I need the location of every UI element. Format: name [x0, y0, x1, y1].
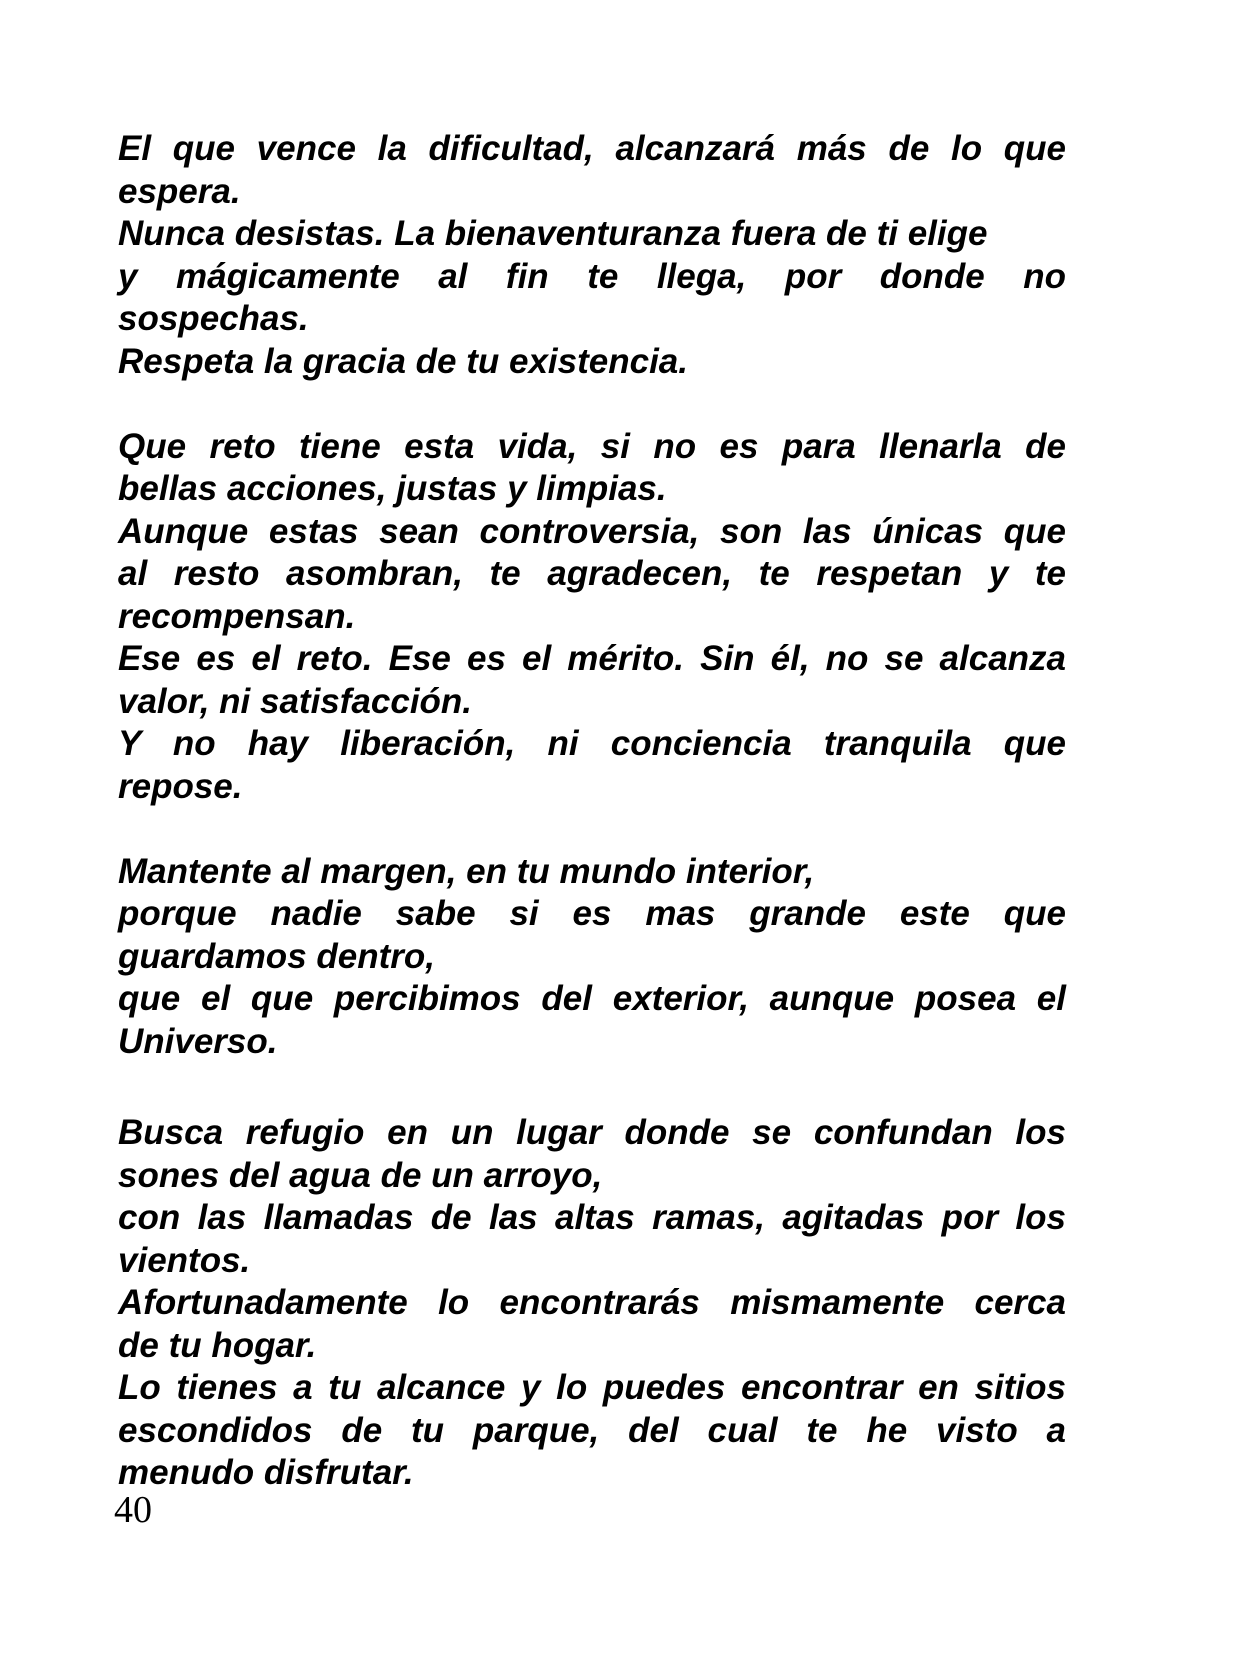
paragraph-gap — [118, 1063, 1066, 1112]
paragraph-gap — [118, 383, 1066, 426]
text-line: Que reto tiene esta vida, si no es para llenarla de — [118, 426, 1066, 466]
text-line: Afortunadamente lo encontrarás mismamente cerca — [118, 1283, 1066, 1322]
paragraph-3 — [118, 851, 1066, 1064]
text-line: sospechas. — [118, 299, 309, 338]
text-line: Y no hay liberación, ni conciencia tranquila que — [118, 724, 1066, 763]
text-line: Mantente al margen, en tu mundo interior, — [118, 851, 815, 891]
text-line: bellas acciones, justas y limpias. — [118, 469, 667, 508]
text-line: guardamos dentro, — [118, 936, 435, 976]
text-line: y mágicamente al fin te llega, por donde no — [118, 256, 1066, 296]
paragraph-1 — [118, 128, 1066, 383]
text-line: Lo tienes a tu alcance y lo puedes encontrar en sitios — [118, 1368, 1066, 1407]
text-line: de tu hogar. — [118, 1325, 317, 1365]
text-line: espera. — [118, 171, 241, 211]
text-line: valor, ni satisfacción. — [118, 681, 473, 721]
text-line: con las llamadas de las altas ramas, agitadas por los — [118, 1198, 1066, 1237]
text-line: que el que percibimos del exterior, aunque posea el — [118, 979, 1066, 1018]
paragraph-2 — [118, 426, 1066, 809]
text-line: escondidos de tu parque, del cual te he visto a — [118, 1410, 1066, 1450]
text-line: sones del agua de un arroyo, — [118, 1155, 603, 1195]
text-line: El que vence la dificultad, alcanzará más de lo que — [118, 129, 1066, 168]
page-number: 40 — [114, 1489, 152, 1531]
body-text — [118, 128, 1066, 1495]
text-line: Respeta la gracia de tu existencia. — [118, 341, 688, 381]
paragraph-4 — [118, 1112, 1066, 1495]
text-line: al resto asombran, te agradecen, te respetan y te — [118, 554, 1066, 593]
text-line: Ese es el reto. Ese es el mérito. Sin él, no se alcanza — [118, 639, 1066, 678]
text-line: Nunca desistas. La bienaventuranza fuera de ti elige — [118, 214, 988, 253]
text-line: recompensan. — [118, 596, 356, 636]
text-line: menudo disfrutar. — [118, 1453, 414, 1492]
text-line: Busca refugio en un lugar donde se confundan los — [118, 1113, 1066, 1152]
text-line: Universo. — [118, 1021, 278, 1061]
text-line: vientos. — [118, 1240, 251, 1280]
text-line: Aunque estas sean controversia, son las únicas que — [118, 511, 1066, 551]
text-line: porque nadie sabe si es mas grande este que — [118, 894, 1066, 933]
text-line: repose. — [118, 766, 243, 806]
paragraph-gap — [118, 808, 1066, 851]
